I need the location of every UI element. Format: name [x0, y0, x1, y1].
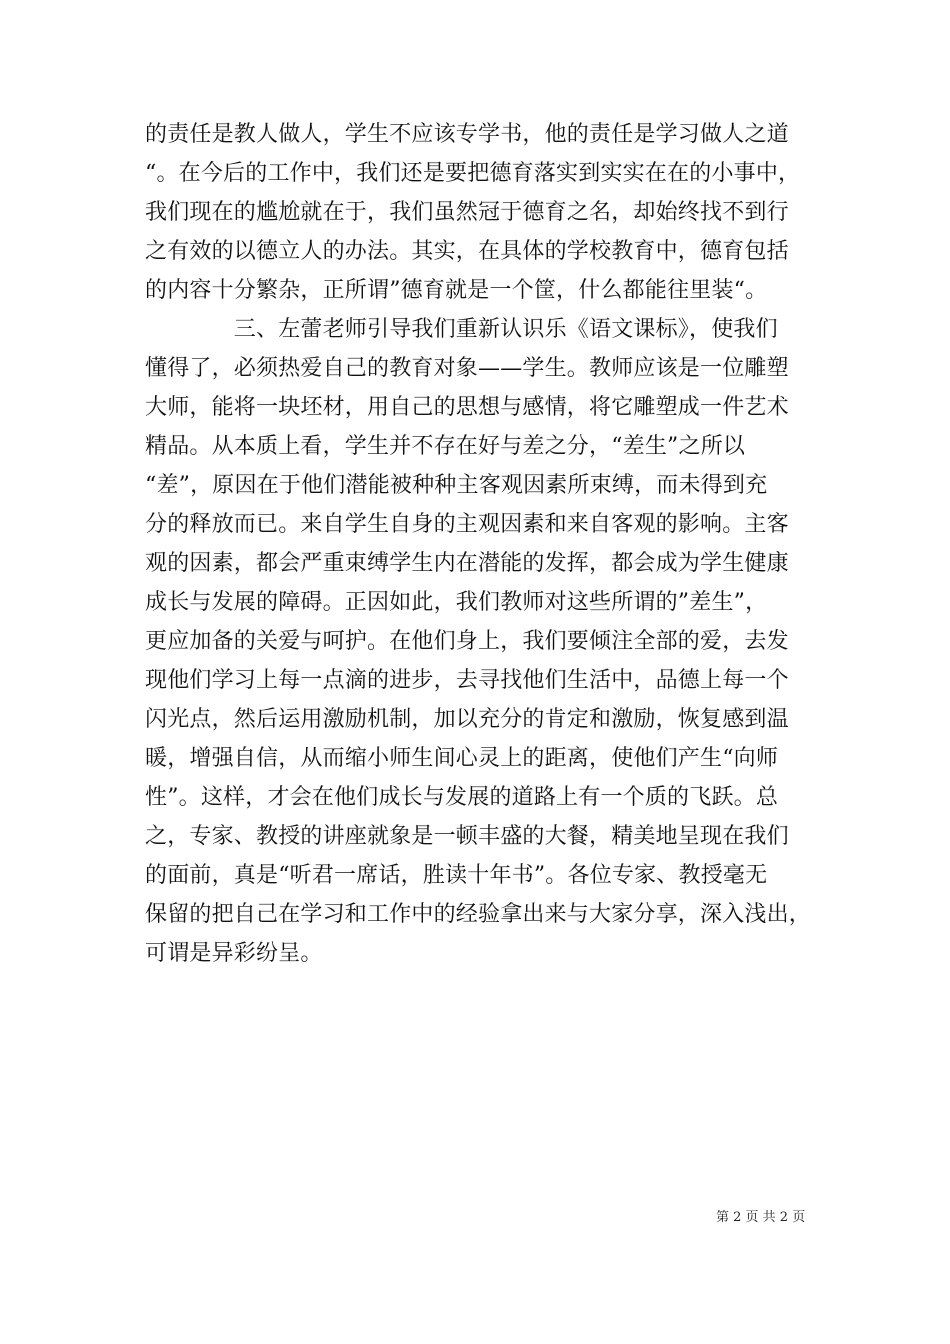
text-line-22: 可谓是异彩纷呈。: [145, 941, 323, 966]
text-line-11: 分的释放而已。来自学生自身的主观因素和来自客观的影响。主客: [145, 512, 789, 537]
text-line-1: 的责任是教人做人，学生不应该专学书，他的责任是学习做人之道: [145, 122, 789, 147]
text-line-3: 我们现在的尴尬就在于，我们虽然冠于德育之名，却始终找不到行: [145, 200, 789, 225]
text-line-10: “差”，原因在于他们潜能被种种主客观因素所束缚，而未得到充: [145, 473, 768, 498]
text-line-8: 大师，能将一块坯材，用自己的思想与感情，将它雕塑成一件艺术: [145, 395, 789, 420]
text-line-15: 现他们学习上每一点滴的进步，去寻找他们生活中，品德上每一个: [145, 668, 789, 693]
text-line-17: 暖，增强自信，从而缩小师生间心灵上的距离，使他们产生“向师: [145, 746, 779, 771]
text-line-2: “。在今后的工作中，我们还是要把德育落实到实实在在的小事中，: [145, 161, 801, 186]
text-line-12: 观的因素，都会严重束缚学生内在潜能的发挥，都会成为学生健康: [145, 551, 789, 576]
text-line-21: 保留的把自己在学习和工作中的经验拿出来与大家分享，深入浅出，: [145, 902, 812, 927]
text-line-5: 的内容十分繁杂，正所谓”德育就是一个筐，什么都能往里装“。: [145, 278, 768, 303]
text-line-14: 更应加备的关爱与呵护。在他们身上，我们要倾注全部的爱，去发: [145, 629, 789, 654]
text-line-6: 三、左蕾老师引导我们重新认识乐《语文课标》，使我们: [145, 317, 778, 342]
text-line-19: 之，专家、教授的讲座就象是一顿丰盛的大餐，精美地呈现在我们: [145, 824, 789, 849]
text-line-16: 闪光点，然后运用激励机制，加以充分的肯定和激励，恢复感到温: [145, 707, 789, 732]
page-number: 第 2 页 共 2 页: [716, 1210, 806, 1225]
text-line-18: 性”。这样，才会在他们成长与发展的道路上有一个质的飞跃。总: [145, 785, 779, 810]
text-line-20: 的面前，真是“听君一席话，胜读十年书”。各位专家、教授毫无: [145, 863, 768, 888]
text-line-9: 精品。从本质上看，学生并不存在好与差之分，“差生”之所以: [145, 434, 746, 459]
text-line-13: 成长与发展的障碍。正因如此，我们教师对这些所谓的”差生”，: [145, 590, 768, 615]
text-line-4: 之有效的以德立人的办法。其实，在具体的学校教育中，德育包括: [145, 239, 789, 264]
text-line-7: 懂得了，必须热爱自己的教育对象——学生。教师应该是一位雕塑: [145, 356, 789, 381]
